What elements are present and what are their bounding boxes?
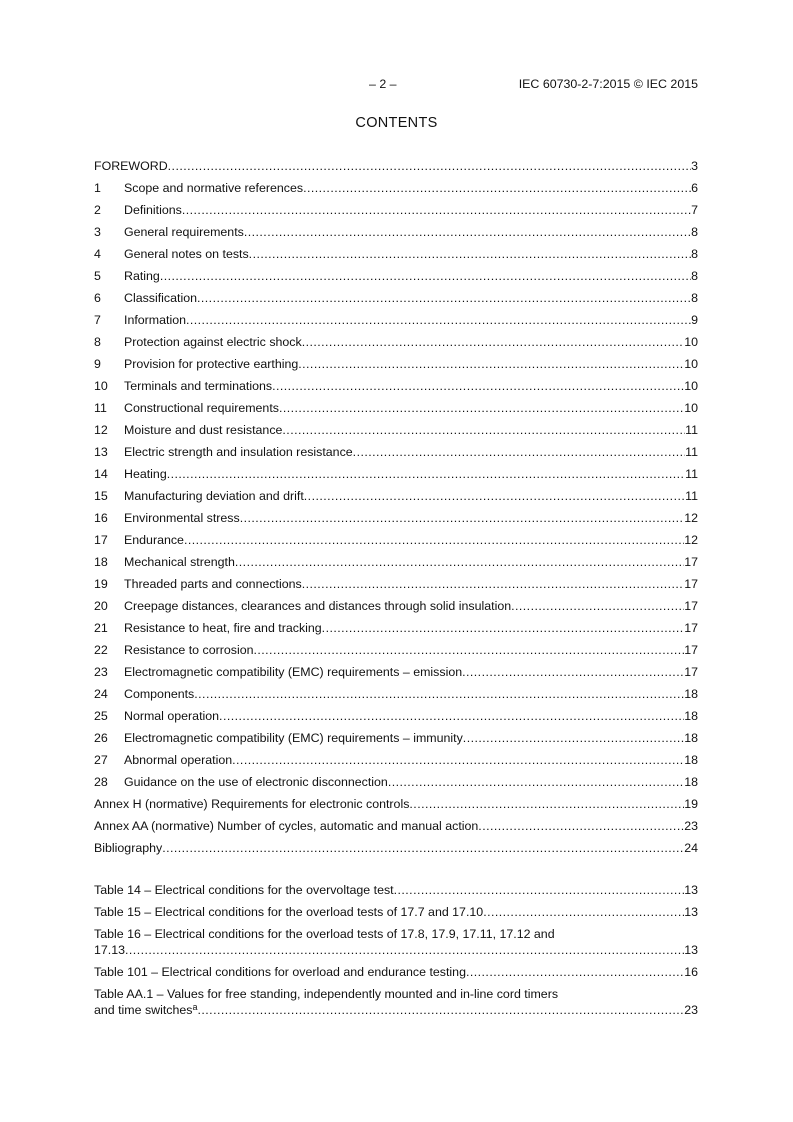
toc-entry-page: 11 (685, 445, 698, 459)
toc-entry-page: 18 (684, 687, 698, 701)
toc-entry-label: General requirements (124, 225, 244, 239)
toc-entry[interactable] (94, 268, 698, 290)
toc-entry-page: 13 (684, 883, 698, 897)
toc-entry-page: 17 (684, 555, 698, 569)
leader-dots (253, 642, 684, 658)
toc-entry-number: 15 (94, 489, 108, 503)
toc-entry-label: Resistance to heat, fire and tracking (124, 621, 322, 635)
toc-entry[interactable] (94, 356, 698, 378)
leader-dots (235, 554, 684, 570)
toc-entry[interactable] (94, 466, 698, 488)
toc-entry-label: Threaded parts and connections (124, 577, 302, 591)
standard-reference: IEC 60730-2-7:2015 © IEC 2015 (518, 77, 698, 91)
toc-entry-label: Provision for protective earthing (124, 357, 299, 371)
toc-entry-page: 18 (684, 709, 698, 723)
toc-entry[interactable] (94, 246, 698, 268)
leader-dots (240, 510, 685, 526)
toc-entry-page: 11 (685, 467, 698, 481)
leader-dots (167, 466, 685, 482)
toc-entry-label: Creepage distances, clearances and distances through solid insulation (124, 599, 512, 613)
toc-entry[interactable] (94, 488, 698, 510)
toc-entry-page: 23 (684, 1003, 698, 1017)
toc-entry-page: 10 (684, 379, 698, 393)
leader-dots (302, 576, 684, 592)
toc-entry-label: Abnormal operation (124, 753, 233, 767)
toc-entry-label: Information (124, 313, 186, 327)
toc-entry[interactable] (94, 158, 698, 180)
toc-entry-label: Electric strength and insulation resistance (124, 445, 353, 459)
toc-entry[interactable] (94, 620, 698, 642)
toc-entry[interactable] (94, 796, 698, 818)
toc-entry[interactable] (94, 774, 698, 796)
toc-entry-number: 14 (94, 467, 108, 481)
page-number: – 2 – (369, 77, 397, 91)
toc-entry-page: 17 (684, 643, 698, 657)
toc-entry[interactable] (94, 576, 698, 598)
toc-entry[interactable] (94, 642, 698, 664)
toc-entry-label: Endurance (124, 533, 184, 547)
leader-dots (125, 942, 684, 958)
toc-entry[interactable] (94, 290, 698, 312)
toc-entry-page: 3 (691, 159, 698, 173)
toc-entry-label: Terminals and terminations (124, 379, 273, 393)
toc-entry-label: Mechanical strength (124, 555, 235, 569)
toc-entry-page: 8 (691, 291, 698, 305)
toc-entry-label: Table 101 – Electrical conditions for overload and endurance testing (94, 965, 466, 979)
toc-entry-number: 4 (94, 247, 101, 261)
leader-dots (160, 268, 691, 284)
toc-entry-number: 5 (94, 269, 101, 283)
toc-entry-label: Components (124, 687, 195, 701)
toc-entry-page: 8 (691, 247, 698, 261)
toc-entry-label: Manufacturing deviation and drift (124, 489, 304, 503)
toc-entry-page: 18 (684, 753, 698, 767)
toc-entry[interactable] (94, 180, 698, 202)
leader-dots (244, 224, 691, 240)
toc-entry[interactable] (94, 312, 698, 334)
toc-entry-number: 12 (94, 423, 108, 437)
leader-dots (249, 246, 691, 262)
leader-dots (462, 664, 684, 680)
leader-dots (197, 290, 691, 306)
toc-entry-label: Environmental stress (124, 511, 240, 525)
leader-dots (272, 378, 684, 394)
toc-entry-number: 10 (94, 379, 108, 393)
leader-dots (511, 598, 684, 614)
toc-entry-number: 19 (94, 577, 108, 591)
toc-entry-number: 17 (94, 533, 108, 547)
toc-entry-page: 10 (684, 357, 698, 371)
toc-entry[interactable] (94, 224, 698, 246)
leader-dots (298, 356, 684, 372)
toc-table-entry[interactable] (94, 926, 698, 958)
toc-entry[interactable] (94, 444, 698, 466)
toc-entry-label: Annex H (normative) Requirements for electronic controls (94, 797, 410, 811)
toc-entry-page: 18 (684, 775, 698, 789)
leader-dots (186, 312, 691, 328)
toc-entry-page: 8 (691, 225, 698, 239)
toc-entry-number: 26 (94, 731, 108, 745)
toc-entry-label: Bibliography (94, 841, 163, 855)
toc-entry[interactable] (94, 554, 698, 576)
toc-entry-label-continued: 17.13 (94, 943, 126, 957)
toc-entry-page: 10 (684, 335, 698, 349)
toc-entry-page: 7 (691, 203, 698, 217)
leader-dots (282, 422, 685, 438)
toc-entry-label: Table 16 – Electrical conditions for the overload tests of 17.8, 17.9, 17.11, 17.12 and (94, 927, 555, 941)
leader-dots (302, 334, 685, 350)
toc-entry-page: 11 (685, 489, 698, 503)
toc-entry-number: 20 (94, 599, 108, 613)
toc-entry[interactable] (94, 510, 698, 532)
toc-entry-number: 13 (94, 445, 108, 459)
toc-entry-page: 24 (684, 841, 698, 855)
toc-entry-label: Classification (124, 291, 197, 305)
toc-entry-number: 2 (94, 203, 101, 217)
toc-entry-label: Normal operation (124, 709, 220, 723)
toc-entry-label: Table AA.1 – Values for free standing, independently mounted and in-line cord timers (94, 987, 559, 1001)
toc-entry-page: 17 (684, 577, 698, 591)
leader-dots (304, 488, 685, 504)
toc-entry[interactable] (94, 752, 698, 774)
toc-entry-page: 18 (684, 731, 698, 745)
leader-dots (162, 840, 684, 856)
toc-entry-page: 17 (684, 665, 698, 679)
toc-entry-number: 25 (94, 709, 108, 723)
leader-dots (303, 180, 691, 196)
toc-entry-number: 27 (94, 753, 108, 767)
toc-table-entry[interactable] (94, 964, 698, 986)
toc-entry-label: Constructional requirements (124, 401, 279, 415)
toc-entry[interactable] (94, 730, 698, 752)
toc-entry-page: 12 (684, 511, 698, 525)
toc-entry[interactable] (94, 840, 698, 862)
toc-entry-page: 8 (691, 269, 698, 283)
leader-dots (483, 904, 684, 920)
toc-entry[interactable] (94, 202, 698, 224)
toc-entry-page: 17 (684, 621, 698, 635)
toc-entry-number: 3 (94, 225, 101, 239)
toc-entry-label-continued: and time switches (94, 1003, 193, 1017)
leader-dots (198, 1002, 685, 1018)
toc-entry[interactable] (94, 708, 698, 730)
leader-dots (463, 730, 684, 746)
toc-entry-label: Protection against electric shock (124, 335, 302, 349)
list-of-tables (94, 882, 698, 1024)
toc-entry[interactable] (94, 532, 698, 554)
toc-entry-page: 9 (691, 313, 698, 327)
leader-dots (219, 708, 684, 724)
leader-dots (478, 818, 684, 834)
toc-entry-label: Rating (124, 269, 160, 283)
toc-entry[interactable] (94, 378, 698, 400)
toc-entry-label: Guidance on the use of electronic disconnection (124, 775, 388, 789)
toc-entry-number: 21 (94, 621, 108, 635)
toc-entry-page: 23 (684, 819, 698, 833)
toc-entry-number: 24 (94, 687, 108, 701)
toc-entry-label: General notes on tests (124, 247, 249, 261)
toc-entry-number: 11 (94, 401, 107, 415)
leader-dots (182, 202, 691, 218)
toc-table-entry[interactable] (94, 904, 698, 926)
toc-entry-label: Scope and normative references (124, 181, 304, 195)
toc-entry-label: Definitions (124, 203, 182, 217)
toc-entry-page: 10 (684, 401, 698, 415)
toc-entry-number: 9 (94, 357, 101, 371)
toc-entry-number: 8 (94, 335, 101, 349)
table-of-contents (94, 158, 698, 862)
toc-entry-label: Table 14 – Electrical conditions for the overvoltage test (94, 883, 394, 897)
leader-dots (353, 444, 685, 460)
toc-table-entry[interactable] (94, 882, 698, 904)
toc-entry-label: Resistance to corrosion (124, 643, 254, 657)
leader-dots (394, 882, 685, 898)
toc-entry-page: 13 (684, 905, 698, 919)
toc-entry-label: Electromagnetic compatibility (EMC) requirements – emission (124, 665, 463, 679)
toc-entry-label: Moisture and dust resistance (124, 423, 283, 437)
leader-dots (466, 964, 684, 980)
toc-entry-number: 22 (94, 643, 108, 657)
toc-entry-label: Heating (124, 467, 167, 481)
footnote-marker: a (192, 1002, 198, 1012)
leader-dots (322, 620, 685, 636)
toc-entry-page: 13 (684, 943, 698, 957)
toc-entry[interactable] (94, 400, 698, 422)
page-title: CONTENTS (355, 115, 438, 131)
toc-entry[interactable] (94, 686, 698, 708)
toc-entry-page: 19 (684, 797, 698, 811)
toc-entry-page: 12 (684, 533, 698, 547)
toc-entry-number: 7 (94, 313, 101, 327)
toc-entry-page: 17 (684, 599, 698, 613)
toc-entry-page: 6 (691, 181, 698, 195)
leader-dots (194, 686, 684, 702)
toc-entry[interactable] (94, 334, 698, 356)
toc-entry[interactable] (94, 422, 698, 444)
leader-dots (388, 774, 684, 790)
leader-dots (168, 158, 691, 174)
toc-entry-page: 11 (685, 423, 698, 437)
toc-entry[interactable] (94, 664, 698, 686)
toc-entry-number: 23 (94, 665, 108, 679)
toc-entry-label: Table 15 – Electrical conditions for the overload tests of 17.7 and 17.10 (94, 905, 484, 919)
toc-entry-number: 1 (94, 181, 101, 195)
leader-dots (279, 400, 684, 416)
toc-entry-number: 28 (94, 775, 108, 789)
leader-dots (409, 796, 684, 812)
toc-entry-label: Annex AA (normative) Number of cycles, automatic and manual action (94, 819, 479, 833)
toc-entry[interactable] (94, 818, 698, 840)
leader-dots (184, 532, 684, 548)
toc-table-entry[interactable] (94, 986, 698, 1018)
leader-dots (232, 752, 684, 768)
toc-entry[interactable] (94, 598, 698, 620)
toc-entry-label: Electromagnetic compatibility (EMC) requirements – immunity (124, 731, 463, 745)
toc-entry-number: 16 (94, 511, 108, 525)
toc-entry-number: 6 (94, 291, 101, 305)
toc-entry-label: FOREWORD (94, 159, 168, 173)
toc-entry-number: 18 (94, 555, 108, 569)
toc-entry-page: 16 (684, 965, 698, 979)
